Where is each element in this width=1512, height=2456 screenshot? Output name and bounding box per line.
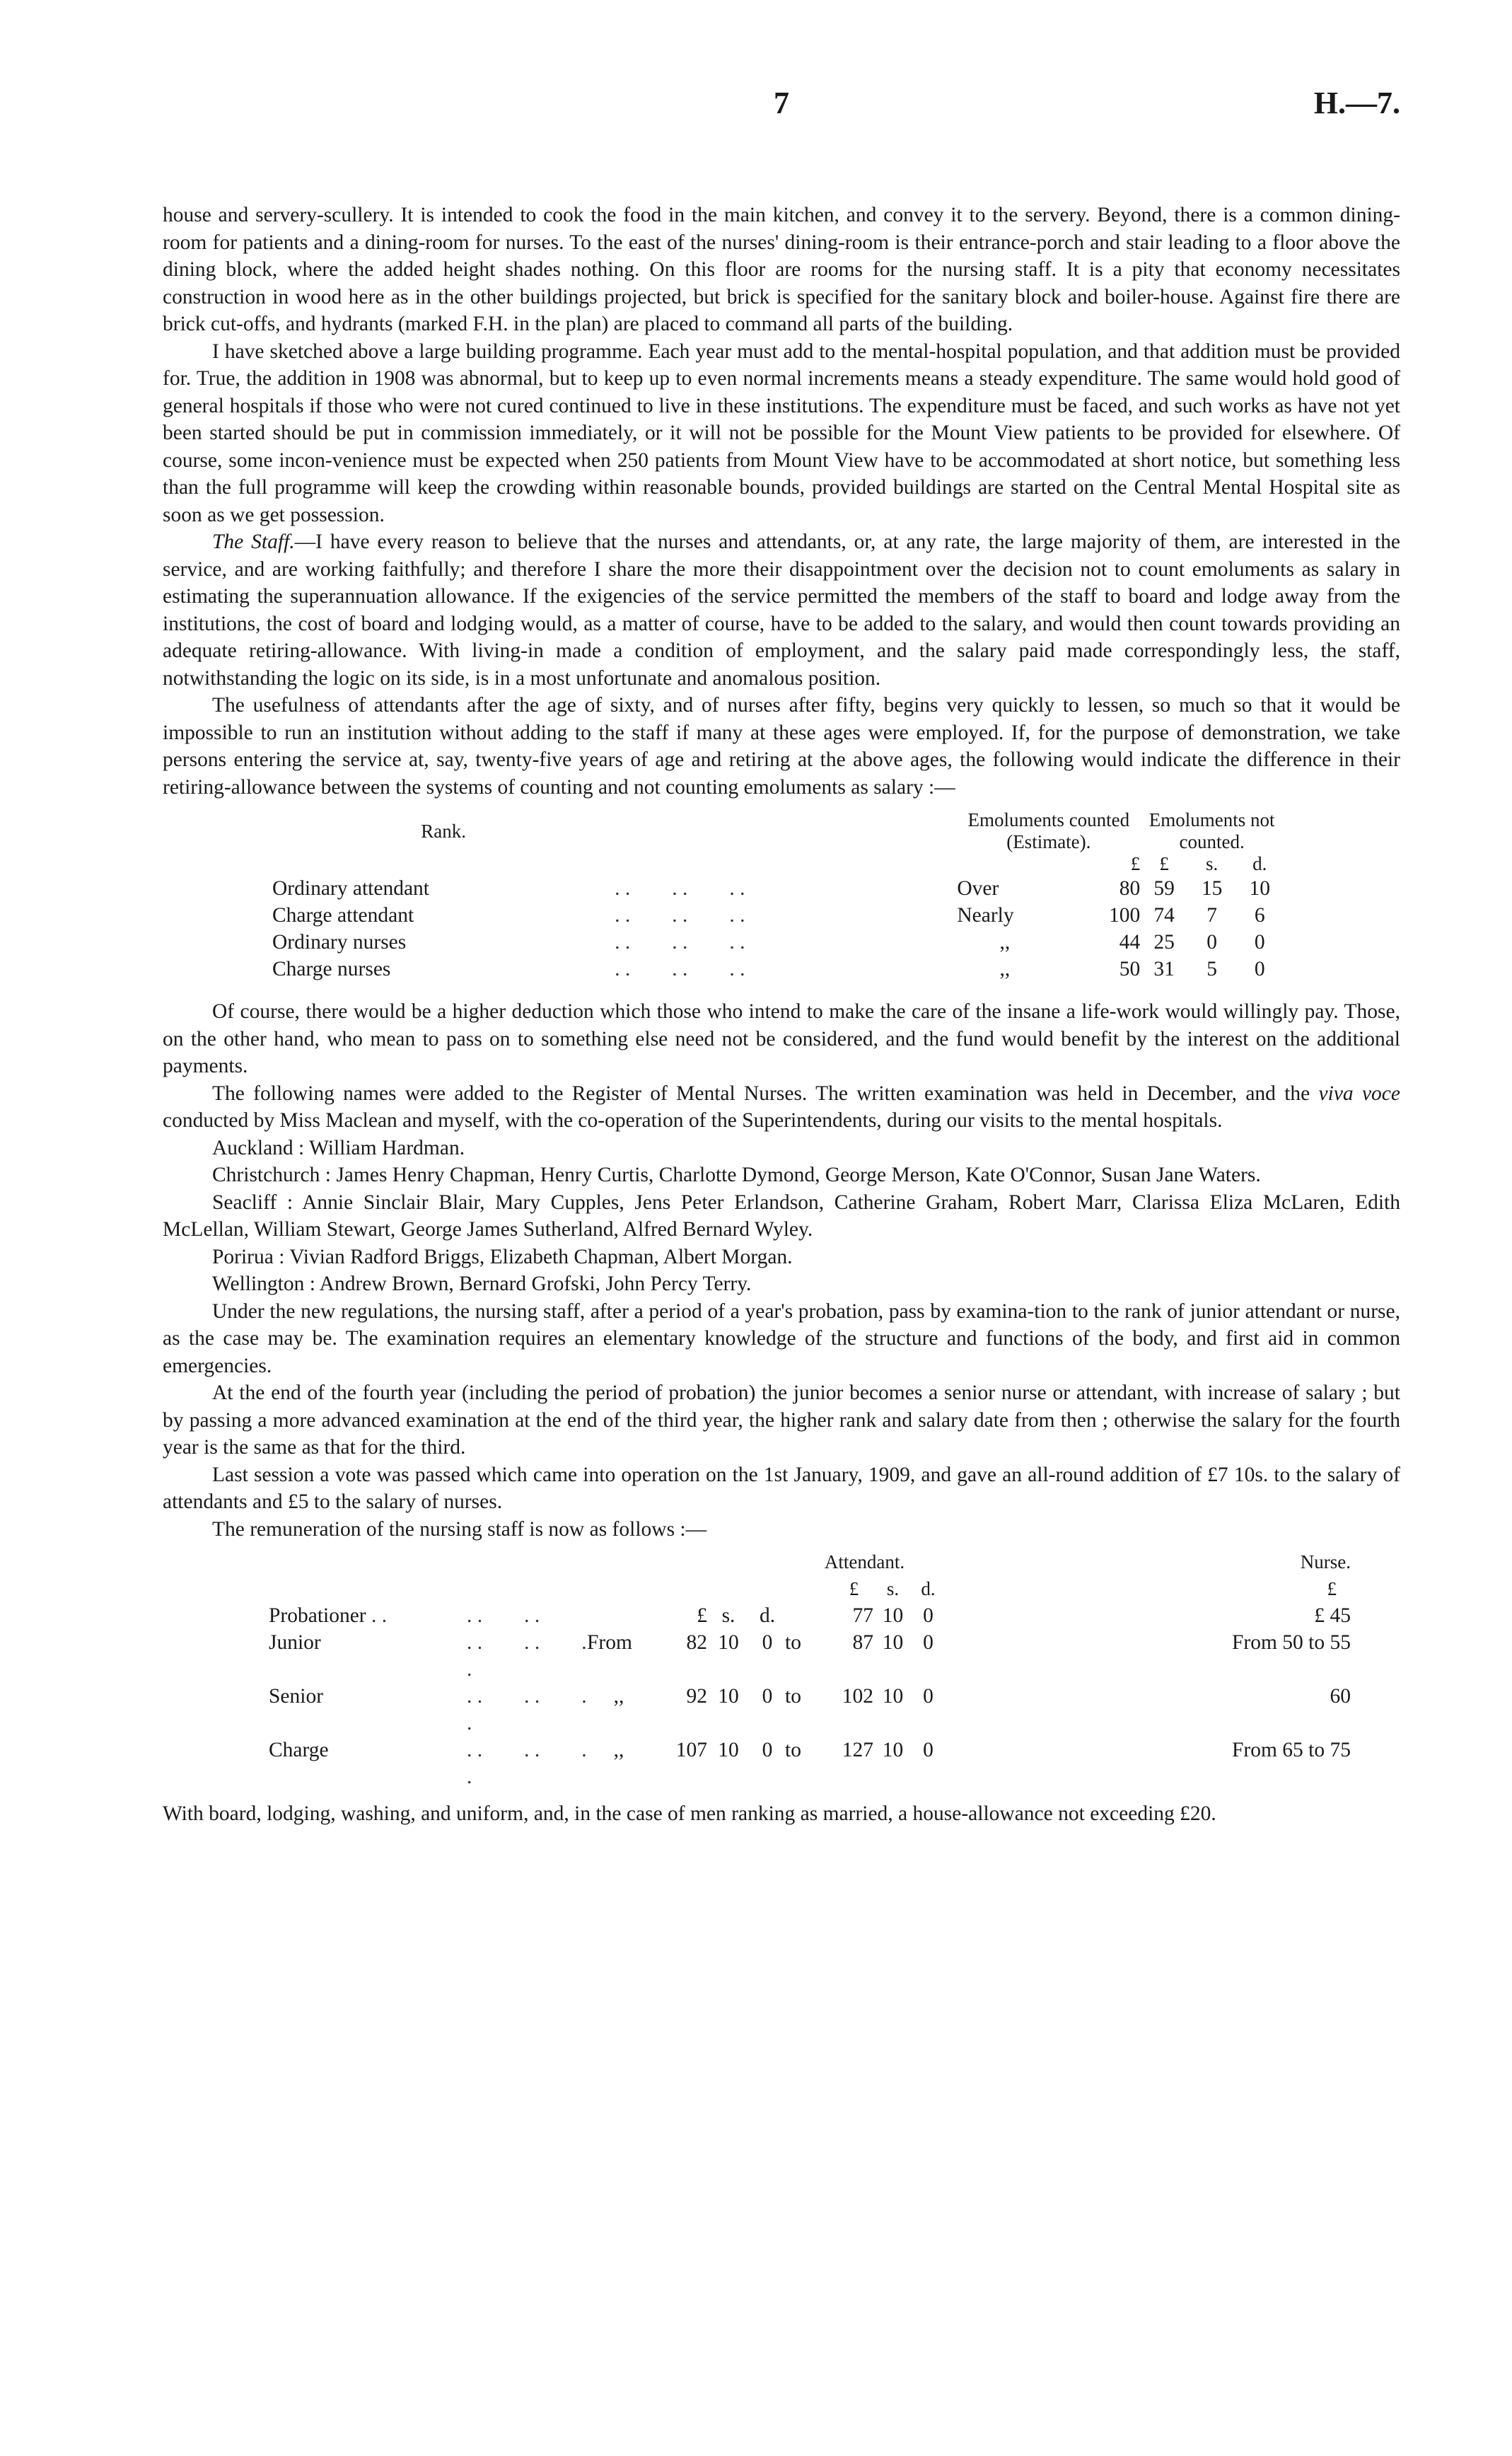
table-row [272, 956, 1284, 983]
emoluments-not-counted-header: Emoluments not counted. [1148, 809, 1275, 852]
leader-dots: . . [524, 1604, 540, 1627]
remuneration-table [269, 1548, 1379, 1790]
rank-cell: Charge nurses [272, 958, 391, 980]
leader-dots: . . [729, 904, 745, 927]
to-pound-cell: 127 [842, 1739, 873, 1761]
table-row [269, 1629, 1379, 1683]
to-shilling-cell: 10 [882, 1739, 904, 1761]
from-pence-cell: 0 [762, 1685, 773, 1708]
leader-dots: . . [672, 877, 688, 900]
leader-dots: . . [672, 904, 688, 927]
leader-dots: . . [371, 1604, 388, 1627]
leader-dots: . . [615, 877, 631, 900]
leader-dots: . . [729, 931, 745, 954]
rank-header: Rank. [421, 820, 466, 842]
page-number: 7 [774, 86, 789, 120]
from-cell: ,, [613, 1685, 624, 1708]
rank-cell: Ordinary attendant [272, 877, 429, 900]
lsd-pence: d. [1252, 853, 1267, 874]
to-pound-cell: 102 [842, 1685, 873, 1708]
rank-label: Probationer [269, 1604, 366, 1627]
to-pence-cell: 0 [923, 1685, 934, 1708]
nurse-cell: 60 [1330, 1685, 1351, 1708]
nurse-cell: From 50 to 55 [1232, 1631, 1351, 1654]
pence-cell: 10 [1249, 877, 1270, 900]
emoluments-counted-header: Emoluments counted (Estimate). [967, 809, 1130, 852]
counted-unit: £ [1130, 853, 1141, 874]
shilling-cell: 15 [1201, 877, 1223, 900]
to-pence-cell: 0 [923, 1631, 934, 1654]
from-cell: From [587, 1631, 632, 1654]
from-shilling-cell: 10 [718, 1631, 739, 1654]
qualifier-cell: Over [957, 877, 999, 900]
register-text-b: conducted by Miss Maclean and myself, with the co-operation of the Superintendents, during our visits to the mental hospitals. [163, 1109, 1223, 1132]
att-lsd-shilling: s. [886, 1578, 900, 1599]
leader-dots: . . [467, 1685, 587, 1734]
rank-cell: Ordinary nurses [272, 931, 407, 954]
leader-dots: . . [467, 1631, 587, 1681]
register-auckland: Auckland : William Hardman. [212, 1136, 465, 1159]
table-row [272, 902, 1284, 929]
table-row [269, 1737, 1379, 1790]
leader-dots: . . [467, 1685, 483, 1708]
att-lsd-pound: £ [849, 1578, 859, 1599]
staff-text: —I have every reason to believe that the nurses and attendants, or, at any rate, the large majority of them, are interested in the service, and are working faithfully; and therefore I share the more their disappointment over the decision not to count emoluments as salary in estimating the superannuation allowance. If the exigencies of the service permitted the members of the staff to board and lodge away from the institutions, the cost of board and lodging would, as a matter of course, have to be added to the salary, and would then count towards providing an adequate retiring-allowance. With living-in made a condition of employment, and the salary paid made correspondingly less, the staff, notwithstanding the logic on its side, is in a most unfortunate and anomalous position. [163, 531, 1400, 690]
leader-dots: . . [729, 958, 745, 980]
register-wellington: Wellington : Andrew Brown, Bernard Grofski, John Percy Terry. [212, 1273, 752, 1295]
register-porirua: Porirua : Vivian Radford Briggs, Elizabeth Chapman, Albert Morgan. [212, 1245, 793, 1268]
to-cell: to [785, 1739, 801, 1761]
pound-cell: 25 [1153, 931, 1175, 954]
nurse-cell: From 65 to 75 [1232, 1739, 1351, 1761]
to-pence-cell: 0 [923, 1604, 934, 1627]
pence-cell: 6 [1254, 904, 1265, 927]
staff-heading: The Staff. [212, 531, 295, 553]
paragraph-11: With board, lodging, washing, and uniform, and, in the case of men ranking as married, a house-allowance not exceeding £20. [163, 1802, 1216, 1825]
nurse-header: Nurse. [1300, 1551, 1351, 1572]
from-pound-cell: 82 [686, 1631, 707, 1654]
leader-dots: . . [615, 931, 631, 954]
leader-dots: . . [467, 1631, 483, 1654]
pence-cell: 0 [1254, 931, 1265, 954]
pound-cell: 31 [1153, 958, 1175, 980]
leader-dots: . . [467, 1739, 587, 1788]
lsd-shilling: s. [1205, 853, 1219, 874]
counted-cell: 44 [1119, 931, 1141, 954]
nurse-cell: £ 45 [1314, 1604, 1351, 1627]
leader-dots: . . [615, 958, 631, 980]
lsd-pound: £ [1159, 853, 1169, 874]
paragraph-10: The remuneration of the nursing staff is now as follows :— [212, 1517, 707, 1541]
paragraph-staff [163, 528, 1400, 692]
paragraph-6 [163, 1080, 1400, 1135]
leader-dots: . . [615, 904, 631, 927]
leader-dots: . . [467, 1604, 483, 1627]
col-lsd-shilling: s. [721, 1604, 735, 1627]
page [163, 85, 1400, 1828]
from-pound-cell: 92 [686, 1685, 707, 1708]
document-body [163, 202, 1400, 1828]
counted-cell: 100 [1109, 904, 1141, 927]
attendant-header: Attendant. [824, 1551, 905, 1572]
viva-voce: viva voce [1318, 1082, 1400, 1105]
paragraph-5: Of course, there would be a higher deduction which those who intend to make the care of the insane a life-work would willingly pay. Those, on the other hand, who mean to pass on to something else need not be considered, and the fund would benefit by the interest on the additional payments. [163, 1000, 1400, 1077]
rank-cell: Charge [269, 1739, 329, 1761]
rank-cell: Senior [269, 1685, 324, 1708]
from-shilling-cell: 10 [718, 1685, 739, 1708]
rank-cell [269, 1602, 446, 1629]
nurse-unit: £ [1327, 1578, 1337, 1599]
col-lsd-pence: d. [759, 1604, 776, 1627]
to-cell: to [785, 1685, 801, 1708]
to-pound-cell: 87 [852, 1631, 873, 1654]
leader-dots: . . [524, 1739, 540, 1761]
document-reference: H.—7. [1313, 86, 1400, 120]
counted-cell: 50 [1119, 958, 1141, 980]
to-shilling-cell: 10 [882, 1685, 904, 1708]
rank-cell: Charge attendant [272, 904, 414, 927]
register-text-a: The following names were added to the Register of Mental Nurses. The written examination was held in December, and the [212, 1082, 1310, 1105]
paragraph-9: Last session a vote was passed which came into operation on the 1st January, 1909, and gave an all-round addition of £7 10s. to the salary of attendants and £5 to the salary of nurses. [163, 1463, 1400, 1513]
paragraph-1: house and servery-scullery. It is intended to cook the food in the main kitchen, and convey it to the servery. Beyond, there is a common dining-room for patients and a dining-room for nurses. To the east of the nurses' dining-room is their entrance-porch and stair leading to a floor above the dining block, where the added height shades nothing. On this floor are rooms for the nursing staff. It is a pity that economy necessitates construction in wood here as in the other buildings projected, but brick is specified for the sanitary block and boiler-house. Against fire there are brick cut-offs, and hydrants (marked F.H. in the plan) are placed to command all parts of the building. [163, 204, 1400, 335]
paragraph-8: At the end of the fourth year (including the period of probation) the junior becomes a senior nurse or attendant, with increase of salary ; but by passing a more advanced examination at the end of the third year, the higher rank and salary date from then ; otherwise the salary for the fourth year is the same as that for the third. [163, 1382, 1400, 1459]
shilling-cell: 7 [1206, 904, 1217, 927]
paragraph-4: The usefulness of attendants after the age of sixty, and of nurses after fifty, begins very quickly to lessen, so much so that it would be impossible to run an institution without adding to the staff if many at these ages were employed. If, for the purpose of demonstration, we take persons entering the service at, say, twenty-five years of age and retiring at the above ages, the following would indicate the difference in their retiring-allowance between the systems of counting and not counting emoluments as salary :— [163, 694, 1400, 799]
from-shilling-cell: 10 [718, 1739, 739, 1761]
leader-dots: . . [672, 958, 688, 980]
leader-dots: . . [524, 1685, 540, 1708]
to-pence-cell: 0 [923, 1739, 934, 1761]
leader-dots: . . [467, 1739, 483, 1761]
shilling-cell: 0 [1206, 931, 1217, 954]
pound-cell: 59 [1153, 877, 1175, 900]
table-row [269, 1602, 1379, 1629]
register-seacliff: Seacliff : Annie Sinclair Blair, Mary Cupples, Jens Peter Erlandson, Catherine Graham, Robert Marr, Clarissa Eliza McLaren, Edith McLellan, William Stewart, George James Sutherland, Alfred Bernard Wyley. [163, 1191, 1400, 1241]
leader-dots: . . [729, 877, 745, 900]
paragraph-7: Under the new regulations, the nursing staff, after a period of a year's probation, pass by examina-tion to the rank of junior attendant or nurse, as the case may be. The examination requires an elementary knowledge of the structure and functions of the body, and first aid in common emergencies. [163, 1299, 1400, 1377]
counted-cell: 80 [1119, 877, 1141, 900]
table-row [269, 1683, 1379, 1737]
page-header [163, 85, 1400, 134]
to-shilling-cell: 10 [882, 1604, 904, 1627]
att-lsd-pence: d. [921, 1578, 936, 1599]
register-christchurch: Christchurch : James Henry Chapman, Henry Curtis, Charlotte Dymond, George Merson, Kate O'Connor, Susan Jane Waters. [212, 1164, 1261, 1186]
table-row [272, 929, 1284, 956]
to-shilling-cell: 10 [882, 1631, 904, 1654]
from-pound-cell: 107 [675, 1739, 707, 1761]
paragraph-2: I have sketched above a large building programme. Each year must add to the mental-hospital population, and that addition must be provided for. True, the addition in 1908 was abnormal, but to keep up to even normal increments means a steady expenditure. The same would hold good of general hospitals if those who were not cured continued to live in these institutions. The expenditure must be faced, and such works as have not yet been started should be put in commission immediately, or it will not be possible for the Mount View patients to be provided for elsewhere. Of course, some incon-venience must be expected when 250 patients from Mount View have to be accommodated at short notice, but something less than the full programme will keep the crowding within reasonable bounds, provided buildings are started on the Central Mental Hospital site as soon as we get possession. [163, 340, 1400, 526]
table-row [272, 875, 1284, 902]
from-cell: ,, [613, 1739, 624, 1761]
pound-cell: 74 [1153, 904, 1175, 927]
qualifier-cell: ,, [999, 958, 1011, 980]
col-lsd-pound: £ [697, 1604, 707, 1627]
to-cell: to [785, 1631, 801, 1654]
from-pence-cell: 0 [762, 1631, 773, 1654]
rank-cell: Junior [269, 1631, 321, 1654]
to-pound-cell: 77 [852, 1604, 873, 1627]
shilling-cell: 5 [1206, 958, 1217, 980]
qualifier-cell: Nearly [957, 904, 1014, 927]
qualifier-cell: ,, [999, 931, 1011, 954]
retiring-allowance-table [272, 809, 1284, 983]
leader-dots: . . [524, 1631, 540, 1654]
pence-cell: 0 [1254, 958, 1265, 980]
from-pence-cell: 0 [762, 1739, 773, 1761]
leader-dots: . . [672, 931, 688, 954]
